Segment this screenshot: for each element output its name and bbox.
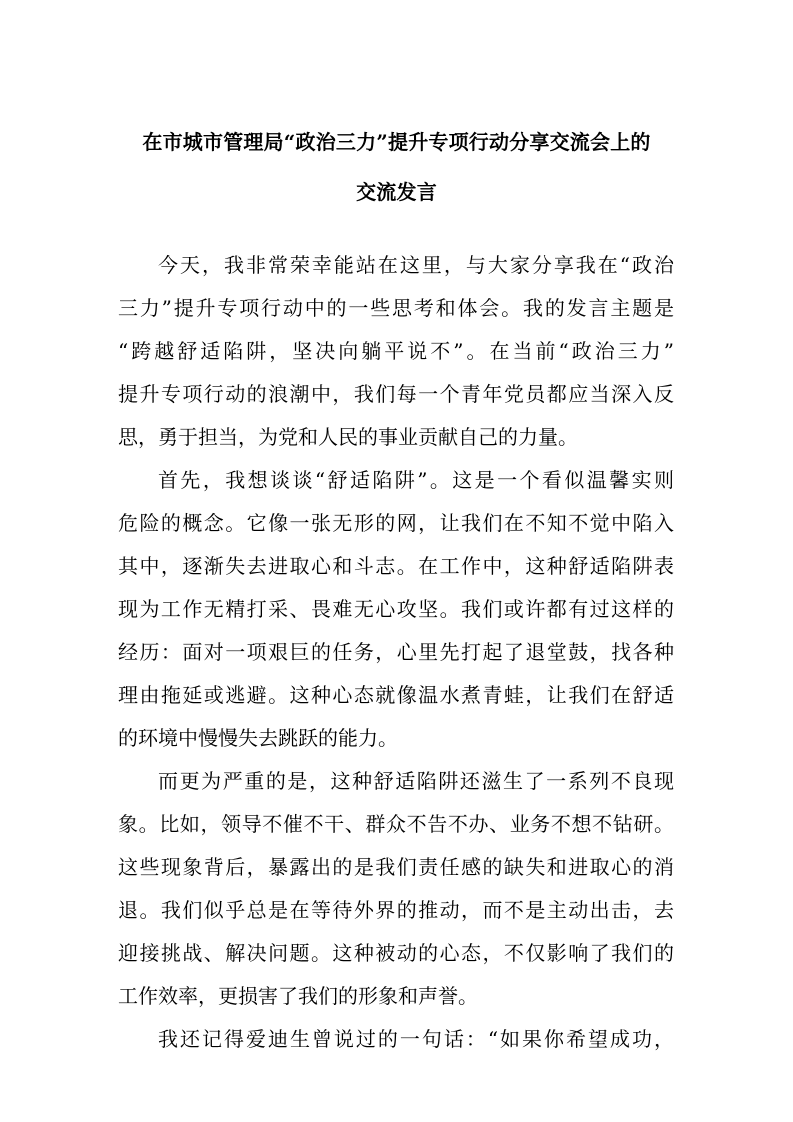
paragraph-2-line-1: 首先，我想谈谈“舒适陷阱”。这是一个看似温馨实则 [158, 468, 674, 492]
paragraph-2-line-5: 经历：面对一项艰巨的任务，心里先打起了退堂鼓，找各种 [118, 640, 674, 664]
paragraph-2-line-7: 的环境中慢慢失去跳跃的能力。 [118, 726, 398, 750]
paragraph-3-line-2: 象。比如，领导不催不干、群众不告不办、业务不想不钻研。 [118, 812, 674, 836]
paragraph-1-line-1: 今天，我非常荣幸能站在这里，与大家分享我在“政治 [158, 253, 674, 277]
paragraph-3-line-4: 退。我们似乎总是在等待外界的推动，而不是主动出击，去 [118, 898, 674, 922]
paragraph-1-line-5: 思，勇于担当，为党和人民的事业贡献自己的力量。 [118, 425, 578, 449]
paragraph-1-line-4: 提升专项行动的浪潮中，我们每一个青年党员都应当深入反 [118, 382, 674, 406]
paragraph-2-line-4: 现为工作无精打采、畏难无心攻坚。我们或许都有过这样的 [118, 597, 674, 621]
paragraph-1-line-3: “跨越舒适陷阱，坚决向躺平说不”。在当前“政治三力” [118, 339, 674, 363]
document-title-line-1: 在市城市管理局“政治三力”提升专项行动分享交流会上的 [142, 130, 651, 154]
paragraph-4-line-1: 我还记得爱迪生曾说过的一句话：“如果你希望成功， [158, 1027, 674, 1051]
paragraph-3-line-6: 工作效率，更损害了我们的形象和声誉。 [118, 984, 478, 1008]
paragraph-3-line-3: 这些现象背后，暴露出的是我们责任感的缺失和进取心的消 [118, 855, 674, 879]
paragraph-2-line-6: 理由拖延或逃避。这种心态就像温水煮青蛙，让我们在舒适 [118, 683, 674, 707]
paragraph-2-line-2: 危险的概念。它像一张无形的网，让我们在不知不觉中陷入 [118, 511, 674, 535]
paragraph-3-line-5: 迎接挑战、解决问题。这种被动的心态，不仅影响了我们的 [118, 941, 674, 965]
paragraph-3-line-1: 而更为严重的是，这种舒适陷阱还滋生了一系列不良现 [158, 769, 674, 793]
paragraph-2-line-3: 其中，逐渐失去进取心和斗志。在工作中，这种舒适陷阱表 [118, 554, 674, 578]
document-title-line-2: 交流发言 [356, 180, 437, 204]
paragraph-1-line-2: 三力”提升专项行动中的一些思考和体会。我的发言主题是 [118, 296, 674, 320]
